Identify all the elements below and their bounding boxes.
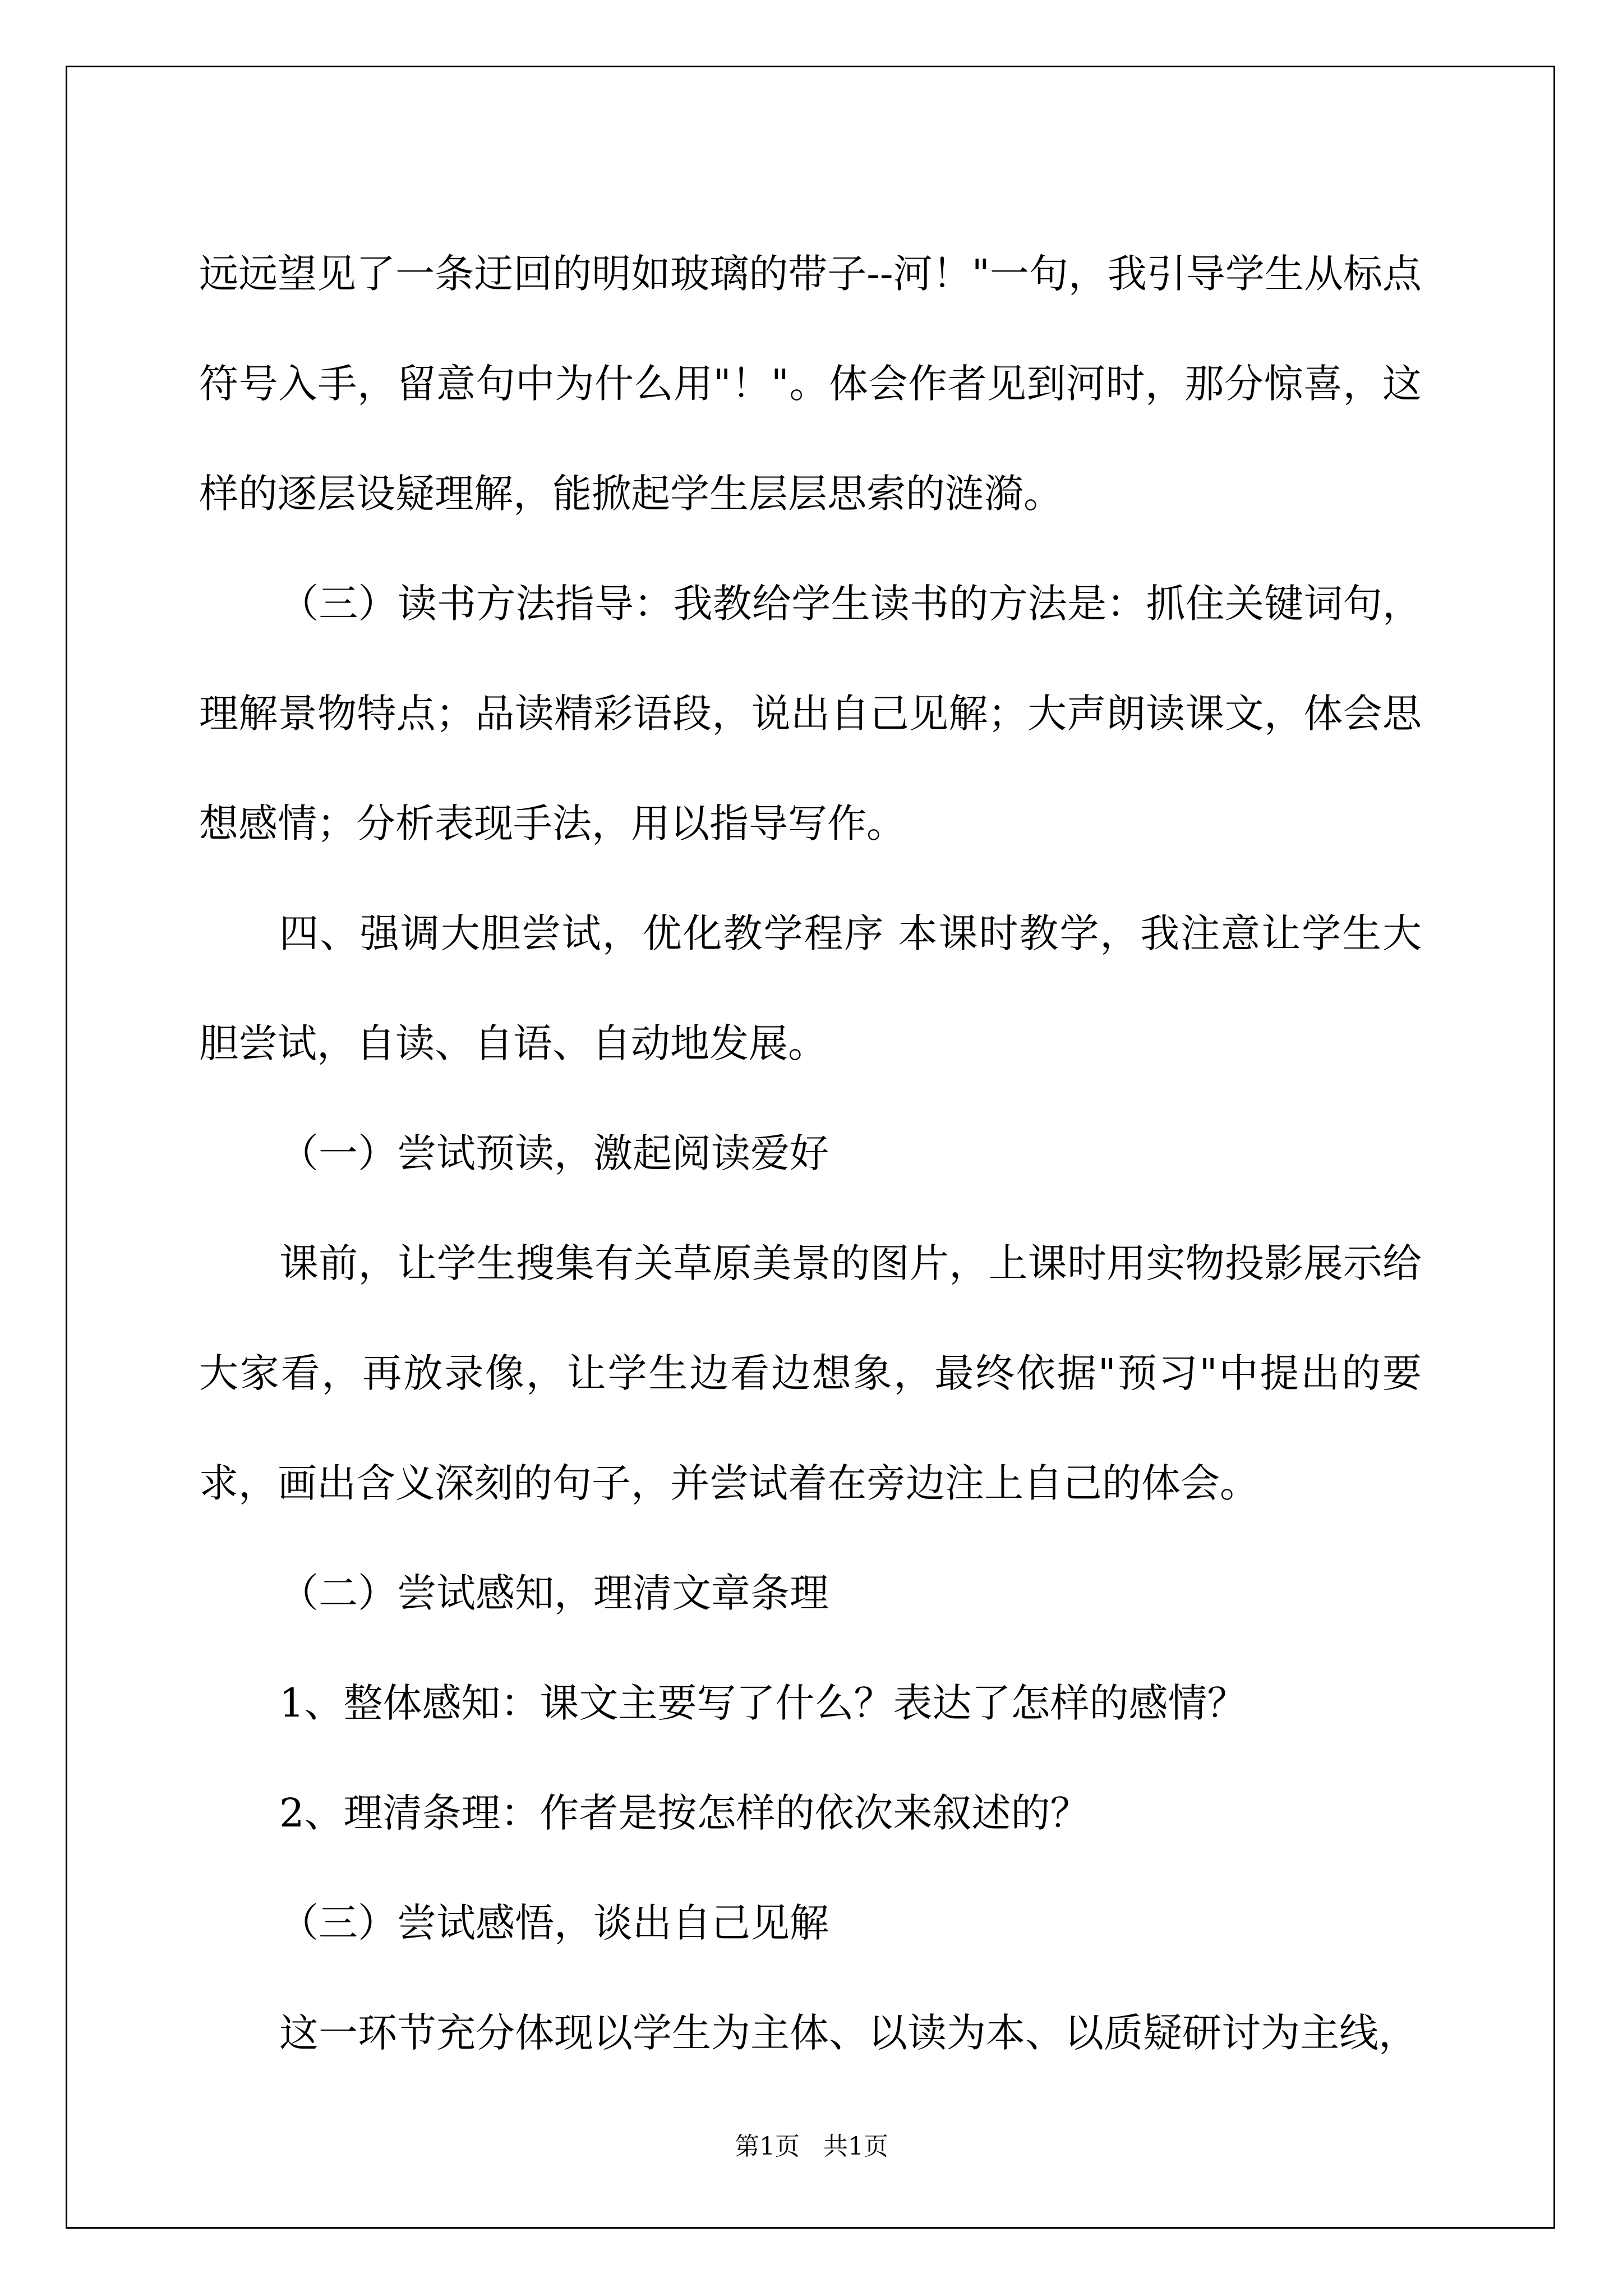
total-pages: 共1页 bbox=[823, 2132, 888, 2161]
page-number: 第1页 bbox=[735, 2132, 800, 2161]
document-body bbox=[199, 219, 1422, 2088]
paragraph-4: （一）尝试预读，激起阅读爱好 bbox=[279, 1130, 829, 1176]
paragraph-6: （二）尝试感知，理清文章条理 bbox=[279, 1570, 829, 1616]
paragraph-7: 1、整体感知：课文主要写了什么？表达了怎样的感情？ bbox=[279, 1680, 1247, 1726]
paragraph-9: （三）尝试感悟，谈出自己见解 bbox=[279, 1900, 829, 1946]
paragraph-8: 2、理清条理：作者是按怎样的依次来叙述的？ bbox=[279, 1790, 1090, 1836]
paragraph-3: 四、强调大胆尝试，优化教学程序 本课时教学，我注意让学生大胆尝试，自读、自语、自动地发展。 bbox=[199, 910, 1422, 1066]
paragraph-10: 这一环节充分体现以学生为主体、以读为本、以质疑研讨为主线， bbox=[279, 2010, 1418, 2056]
paragraph-5: 课前，让学生搜集有关草原美景的图片，上课时用实物投影展示给大家看，再放录像，让学生边看边想象，最终依据"预习"中提出的要求，画出含义深刻的句子，并尝试着在旁边注上自己的体会。 bbox=[199, 1240, 1422, 1506]
page-footer bbox=[0, 2126, 1623, 2162]
paragraph-1: 远远望见了一条迂回的明如玻璃的带子--河！"一句，我引导学生从标点符号入手，留意句中为什么用"！"。体会作者见到河时，那分惊喜，这样的逐层设疑理解，能掀起学生层层思索的涟漪。 bbox=[199, 251, 1422, 517]
paragraph-2: （三）读书方法指导：我教给学生读书的方法是：抓住关键词句，理解景物特点；品读精彩语段，说出自己见解；大声朗读课文，体会思想感情；分析表现手法，用以指导写作。 bbox=[199, 581, 1422, 846]
